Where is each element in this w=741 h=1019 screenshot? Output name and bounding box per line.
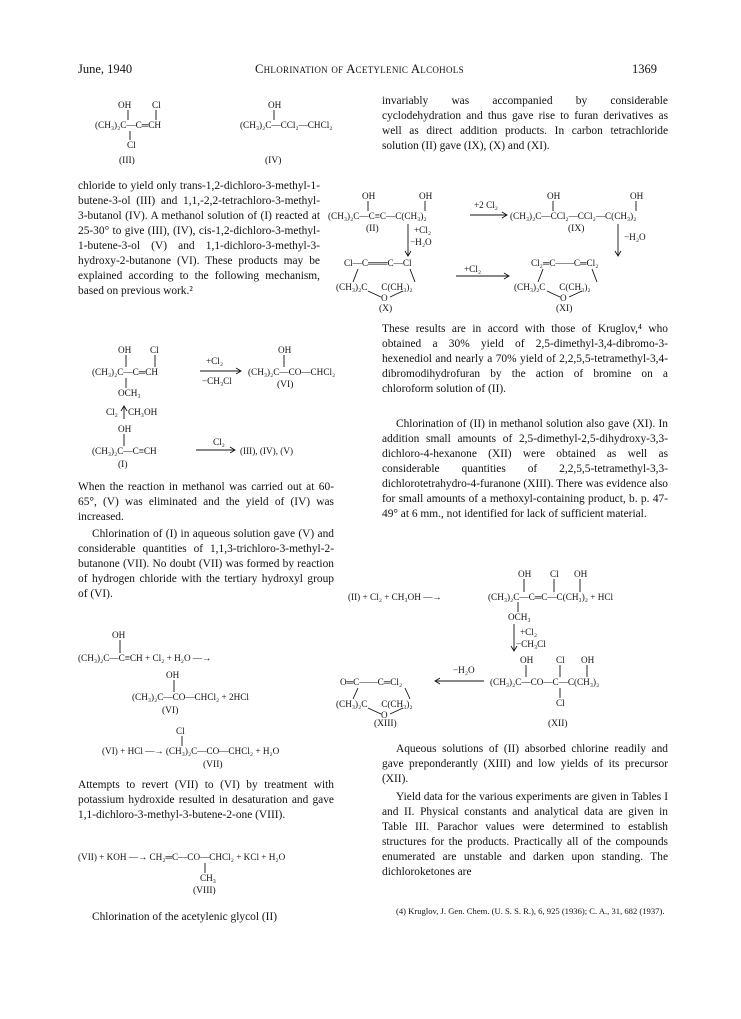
- s2-label-vii: (VII): [203, 760, 223, 770]
- left-paragraph-1: chloride to yield only trans-1,2-dichloro-3-methyl-1-butene-3-ol (III) and 1,1,-2,2-tetrachloro-3-methyl-3-butanol (IV). A methanol solution of (I) reacted at 25-30° to give (III), (IV), cis-1,2-dichloro-3-methyl-1-butene-3-ol (V) and 1,1-dichloro-3-methyl-3-hydroxy-2-butanone (VI). These products may be explained according to the following mechanism, based on previous work.²: [78, 180, 320, 297]
- s3-reaction: (VII) + KOH —→ CH₂═C—CO—CHCl₂ + KCl + H₂O: [78, 852, 286, 862]
- s2-product: (CH₃)₂C—CO—CHCl₂ + 2HCl: [132, 692, 249, 702]
- s1-reactant-i: (CH₃)₂C—C≡CH: [92, 446, 157, 456]
- s4-xi-top: Cl₂═C——C═Cl₂: [531, 258, 599, 268]
- s1-oh3: OH: [118, 424, 132, 434]
- s2-reaction: (CH₃)₂C—C≡CH + Cl₂ + H₂O —→: [78, 653, 212, 663]
- struct-iii-label: (III): [119, 156, 135, 166]
- s4-down1-b: −H₂O: [410, 237, 432, 247]
- header-date: June, 1940: [78, 62, 133, 76]
- right-paragraph-1: invariably was accompanied by considerable cyclodehydration and thus gave rise to furan derivatives as well as direct addition products. In carbon tetrachloride solution (II) gave (IX), (X) and (XI).: [382, 95, 668, 152]
- s5-oh2: OH: [574, 569, 588, 579]
- s5-label-xii: (XII): [548, 719, 568, 729]
- right-paragraph-3: Chlorination of (II) in methanol solution also gave (XI). In addition small amounts of 2,5-dimethyl-2,5-dihydroxy-3,3-dichloro-4-hexanone (XII) were obtained as well as considerable quantities of 2,2,5,5-tetramethyl-3,3-dichlorotetrahydro-4-furanone (XIII). There was evidence also for small amounts of a methoxyl-containing product, b. p. 47-49° at 6 mm., not identified for lack of sufficient material.: [382, 418, 668, 520]
- s5-xiii-bottom: (CH₃)₂C C(CH₃)₂: [336, 699, 413, 709]
- s4-down1-a: +Cl₂: [414, 225, 432, 235]
- struct-iii-oh: OH: [118, 100, 132, 110]
- s2-cl: Cl: [176, 726, 185, 736]
- s1-label-i: (I): [118, 460, 128, 470]
- s5-reactants: (II) + Cl₂ + CH₃OH —→: [348, 592, 442, 602]
- s4-reactant-ii: (CH₃)₂C—C≡C—C(CH₃)₂: [328, 211, 427, 221]
- s1-oh2: OH: [278, 345, 292, 355]
- s1-cl2: Cl₂: [106, 407, 118, 417]
- s1-ch3oh: CH₃OH: [128, 407, 158, 417]
- s2-reaction-2: (VI) + HCl —→ (CH₃)₂C—CO—CHCl₂ + H₂O: [102, 746, 280, 756]
- struct-iv-label: (IV): [265, 156, 282, 166]
- s4-label-ii: (II): [366, 224, 379, 234]
- s5-arrow: −H₂O: [453, 665, 475, 675]
- s5-xiii-oxygen: O: [381, 710, 388, 720]
- s5-down-a: +Cl₂: [520, 627, 538, 637]
- struct-iii-cl: Cl: [152, 100, 161, 110]
- s4-x-oxygen: O: [381, 293, 388, 303]
- s5-cl2: Cl: [556, 655, 565, 665]
- s1-arrow-top: +Cl₂: [206, 356, 224, 366]
- s4-xi-bottom: (CH₃)₂C C(CH₃)₂: [514, 282, 591, 292]
- s2-label-vi: (VI): [162, 706, 179, 716]
- s5-label-xiii: (XIII): [374, 719, 397, 729]
- s4-oh2: OH: [419, 191, 433, 201]
- s4-label-x: (X): [379, 304, 393, 314]
- struct-iii-cl2: Cl: [127, 140, 136, 150]
- s5-product-xii: (CH₃)₂C—CO—C—C(CH₃)₂: [490, 677, 600, 687]
- s4-oh3: OH: [547, 191, 561, 201]
- s4-oh4: OH: [630, 191, 644, 201]
- s4-product-ix: (CH₃)₂C—CCl₂—CCl₂—C(CH₃)₂: [510, 211, 637, 221]
- s3-label-viii: (VIII): [193, 886, 216, 896]
- s5-xiii-top: O═C——C═Cl₂: [340, 677, 403, 687]
- header-title: Chlorination of Acetylenic Alcohols: [255, 62, 464, 76]
- left-paragraph-5: Chlorination of the acetylenic glycol (II): [92, 911, 278, 923]
- s1-oh1: OH: [118, 345, 132, 355]
- s2-oh1: OH: [112, 630, 126, 640]
- s1-och3: OCH₃: [118, 388, 141, 398]
- s4-label-ix: (IX): [568, 224, 585, 234]
- s1-product: (CH₃)₂C—CO—CHCl₂: [248, 367, 336, 377]
- left-paragraph-4: Attempts to revert (VII) to (VI) by treatment with potassium hydroxide resulted in desaturation and gave 1,1-dichloro-3-methyl-3-butene-2-one (VIII).: [78, 779, 334, 821]
- s4-down2: −H₂O: [624, 232, 646, 242]
- footnote-4: (4) Kruglov, J. Gen. Chem. (U. S. S. R.), 6, 925 (1936); C. A., 31, 682 (1937).: [396, 906, 665, 916]
- s1-label-vi: (VI): [277, 380, 294, 390]
- s5-oh4: OH: [581, 655, 595, 665]
- s1-products: (III), (IV), (V): [240, 446, 294, 456]
- s5-oh3: OH: [520, 655, 534, 665]
- s4-xi-oxygen: O: [560, 293, 567, 303]
- s5-och3: OCH₃: [508, 612, 531, 622]
- s5-intermediate: (CH₃)₂C—C═C—C(CH₃)₂ + HCl: [488, 592, 614, 602]
- s4-label-xi: (XI): [556, 304, 573, 314]
- s1-reactant: (CH₃)₂C—C═CH: [92, 367, 159, 377]
- s1-cl1: Cl: [150, 345, 159, 355]
- struct-iv-oh: OH: [268, 100, 282, 110]
- s3-ch3: CH₃: [200, 873, 216, 883]
- s1-arrow2-top: Cl₂: [213, 437, 225, 447]
- s5-cl1: Cl: [550, 569, 559, 579]
- left-paragraph-3: Chlorination of (I) in aqueous solution gave (V) and considerable quantities of 1,1,3-trichloro-3-methyl-2-butanone (VII). No doubt (VII) was formed by reaction of hydrogen chloride with the tertiary hydroxyl group of (VI).: [78, 528, 334, 600]
- s4-arrow-top: +2 Cl₂: [474, 200, 498, 210]
- s4-x-bottom: (CH₃)₂C C(CH₃)₂: [336, 282, 413, 292]
- s4-arrow2-top: +Cl₂: [464, 264, 482, 274]
- s4-oh1: OH: [362, 191, 376, 201]
- left-paragraph-2: When the reaction in methanol was carried out at 60-65°, (V) was eliminated and the yield of (IV) was increased.: [78, 481, 334, 523]
- page-number: 1369: [632, 62, 657, 76]
- s4-x-top: Cl—C═══C—Cl: [344, 258, 412, 268]
- s5-cl3: Cl: [556, 698, 565, 708]
- s5-down-b: −CH₃Cl: [516, 639, 546, 649]
- s2-oh2: OH: [166, 670, 180, 680]
- right-paragraph-2: These results are in accord with those of Kruglov,⁴ who obtained a 30% yield of 2,5-dimethyl-3,4-dibromo-3-hexenediol and nearly a 70% yield of 2,2,5,5-tetramethyl-3,4-dibromodihydrofuran by the action of bromine on a chloroform solution of (II).: [382, 323, 668, 395]
- struct-iii-formula: (CH₃)₂C—C═CH: [95, 120, 162, 130]
- right-paragraph-4: Aqueous solutions of (II) absorbed chlorine readily and gave preponderantly (XIII) and low yields of its precursor (XII).: [382, 743, 668, 785]
- s5-oh1: OH: [518, 569, 532, 579]
- s1-arrow-bot: −CH₃Cl: [202, 376, 232, 386]
- struct-iv-formula: (CH₃)₂C—CCl₂—CHCl₂: [240, 120, 333, 130]
- right-paragraph-5: Yield data for the various experiments are given in Tables I and II. Physical constants and analytical data are given in Table III. Parachor values were determined to establish structures for the products. Practically all of the compounds enumerated are unstable and darken upon standing. The dichloroketones are: [382, 791, 668, 878]
